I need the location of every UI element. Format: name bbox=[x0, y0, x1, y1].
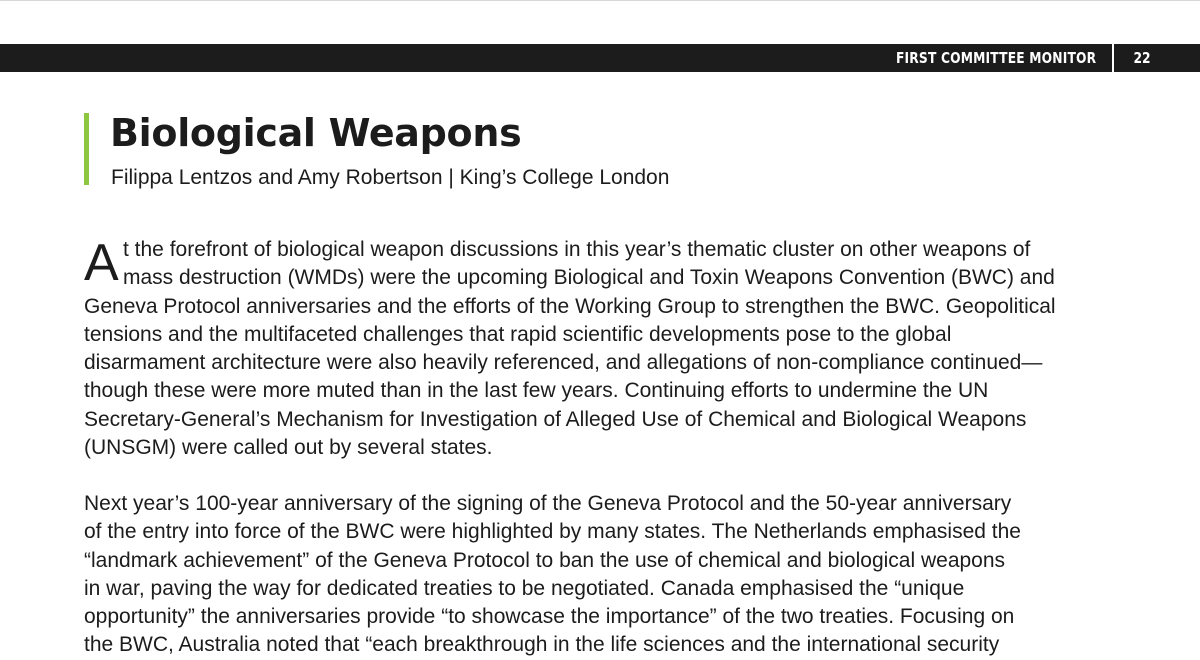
paragraph-line: of the entry into force of the BWC were highlighted by many states. The Netherlands emphasised the bbox=[84, 520, 1021, 544]
paragraph-line: opportunity” the anniversaries provide “to showcase the importance” of the two treaties. Focusing on bbox=[84, 605, 1015, 629]
paragraph-line: (UNSGM) were called out by several states. bbox=[84, 436, 493, 460]
paragraph-line: Geneva Protocol anniversaries and the efforts of the Working Group to strengthen the BWC. Geopolitical bbox=[84, 294, 1056, 318]
article-title: Biological Weapons bbox=[110, 111, 522, 155]
header-divider bbox=[1112, 44, 1114, 72]
paragraph-line: “landmark achievement” of the Geneva Protocol to ban the use of chemical and biological weapons bbox=[84, 548, 1006, 572]
paragraph-1 bbox=[84, 236, 1124, 462]
title-accent-bar bbox=[84, 113, 89, 185]
article-byline: Filippa Lentzos and Amy Robertson | King’s College London bbox=[111, 166, 670, 189]
paragraph-line: disarmament architecture were also heavily referenced, and allegations of non-compliance continued— bbox=[84, 351, 1043, 375]
page-number: 22 bbox=[1133, 49, 1151, 67]
line-text: t the forefront of biological weapon discussions in this year’s thematic cluster on other weapons of bbox=[123, 238, 1031, 261]
paragraph-line: the BWC, Australia noted that “each breakthrough in the life sciences and the international security bbox=[84, 633, 1000, 657]
drop-cap: A bbox=[84, 234, 119, 292]
paragraph-line: though these were more muted than in the last few years. Continuing efforts to undermine the UN bbox=[84, 379, 989, 403]
paragraph-line: mass destruction (WMDs) were the upcoming Biological and Toxin Weapons Convention (BWC) and bbox=[123, 266, 1055, 290]
paragraph-line: Secretary-General’s Mechanism for Investigation of Alleged Use of Chemical and Biological Weapons bbox=[84, 407, 1027, 431]
paragraph-2 bbox=[84, 490, 1124, 660]
running-header bbox=[0, 44, 1200, 72]
paragraph-line: Next year’s 100-year anniversary of the signing of the Geneva Protocol and the 50-year anniversary bbox=[84, 492, 1012, 515]
paragraph-line: tensions and the multifaceted challenges that rapid scientific developments pose to the global bbox=[84, 322, 952, 346]
paragraph-line: in war, paving the way for dedicated treaties to be negotiated. Canada emphasised the “unique bbox=[84, 576, 965, 600]
publication-name: FIRST COMMITTEE MONITOR bbox=[895, 49, 1096, 67]
